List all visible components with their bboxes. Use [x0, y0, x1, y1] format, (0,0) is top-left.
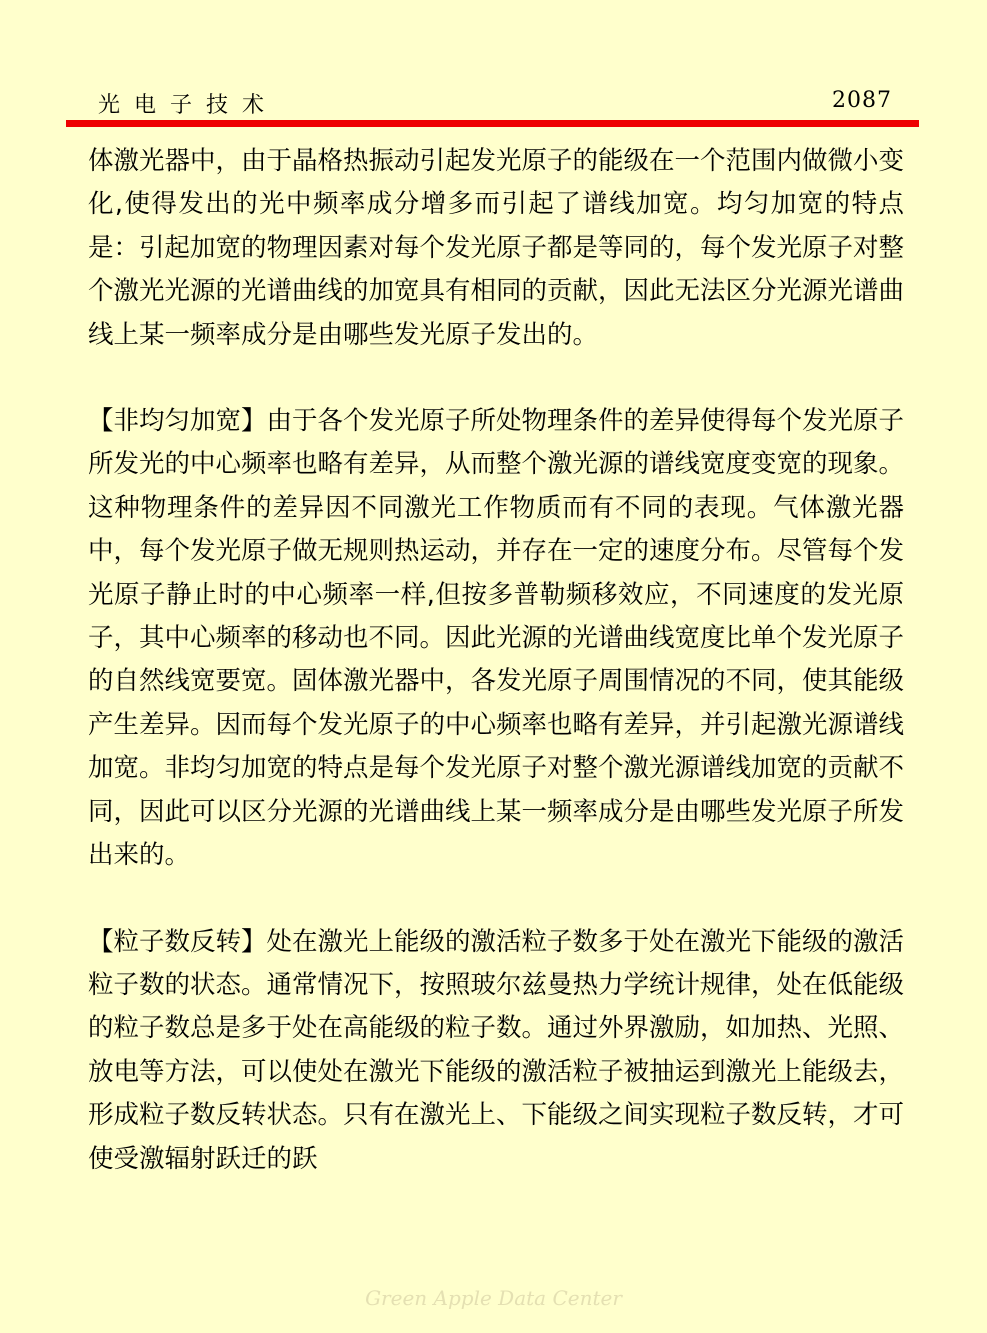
paragraph-uniform-broadening-end: 体激光器中，由于晶格热振动引起发光原子的能级在一个范围内做微小变化,使得发出的光中频率成分增多而引起了谱线加宽。均匀加宽的特点是：引起加宽的物理因素对每个发光原子都是等同的，每个发光原子对整个激光光源的光谱曲线的加宽具有相同的贡献，因此无法区分光源光谱曲线上某一频率成分是由哪些发光原子发出的。 [88, 146, 905, 350]
section-title: 光电子技术 [98, 93, 279, 118]
article-body [88, 140, 904, 1181]
header-rule [66, 120, 919, 127]
paragraph-inhomogeneous-broadening: 【非均匀加宽】由于各个发光原子所处物理条件的差异使得每个发光原子所发光的中心频率也略有差异，从而整个激光源的谱线宽度变宽的现象。这种物理条件的差异因不同激光工作物质而有不同的表现。气体激光器中，每个发光原子做无规则热运动，并存在一定的速度分布。尽管每个发光原子静止时的中心频率一样,但按多普勒频移效应，不同速度的发光原子，其中心频率的移动也不同。因此光源的光谱曲线宽度比单个发光原子的自然线宽要宽。固体激光器中，各发光原子周围情况的不同，使其能级产生差异。因而每个发光原子的中心频率也略有差异，并引起激光源谱线加宽。非均匀加宽的特点是每个发光原子对整个激光源谱线加宽的贡献不同，因此可以区分光源的光谱曲线上某一频率成分是由哪些发光原子所发出来的。 [88, 406, 905, 871]
watermark: Green Apple Data Center [365, 1286, 622, 1310]
paragraph-population-inversion: 【粒子数反转】处在激光上能级的激活粒子数多于处在激光下能级的激活粒子数的状态。通常情况下，按照玻尔兹曼热力学统计规律，处在低能级的粒子数总是多于处在高能级的粒子数。通过外界激励，如加热、光照、放电等方法，可以使处在激光下能级的激活粒子被抽运到激光上能级去，形成粒子数反转状态。只有在激光上、下能级之间实现粒子数反转，才可使受激辐射跃迁的跃 [88, 926, 905, 1174]
page-number: 2087 [832, 88, 892, 113]
page-header [88, 82, 892, 118]
